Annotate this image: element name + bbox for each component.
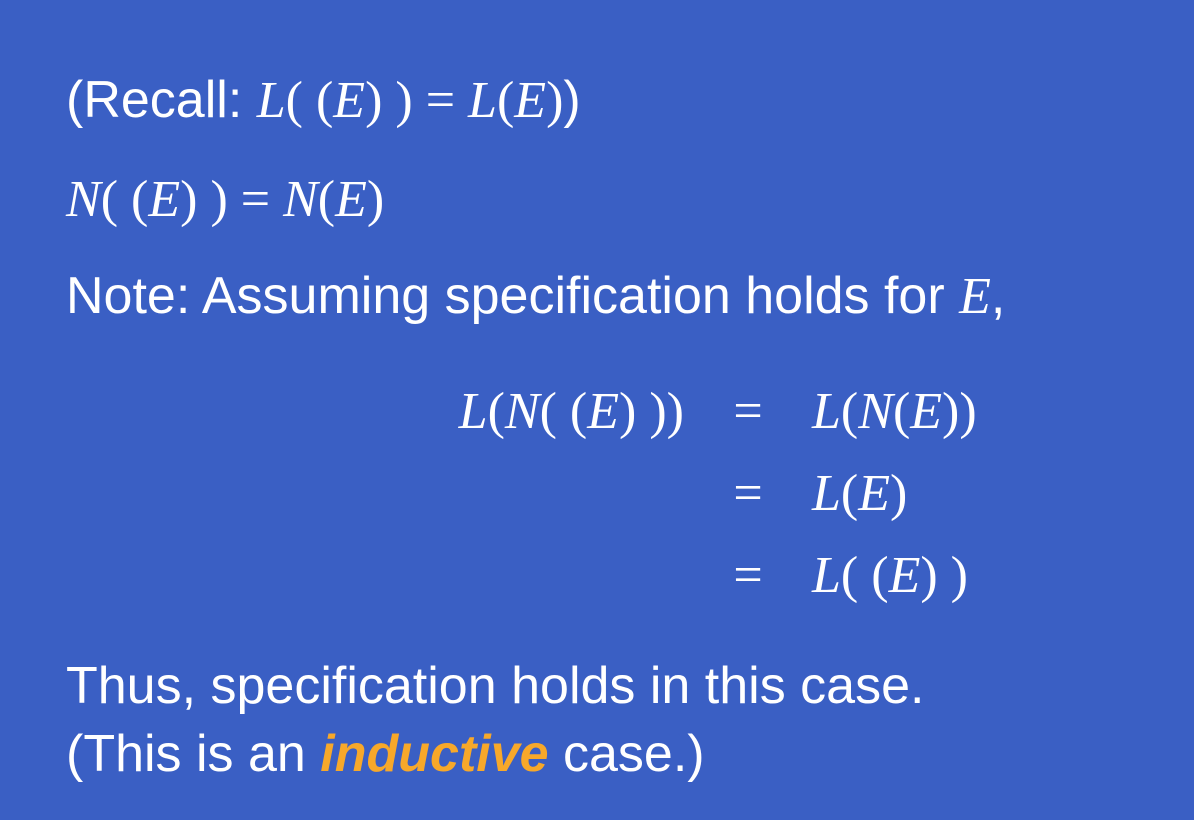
derivation-rel-3: =: [733, 547, 763, 604]
derivation-lhs: [459, 382, 684, 442]
derivation-rel-2: =: [733, 465, 763, 522]
derivation-rhs-3: [812, 546, 968, 606]
derivation-rhs-1: [812, 382, 977, 442]
derivation-rhs-1-math: L(N(E)): [812, 383, 977, 440]
derivation-lhs-math: L(N( (E) )): [458, 383, 684, 440]
recall-line: [66, 70, 581, 131]
derivation-rel-1: =: [733, 383, 763, 440]
note-math-var: E: [959, 268, 991, 325]
recall-prefix: (Recall:: [66, 71, 257, 129]
note-suffix: ,: [990, 267, 1006, 325]
conclusion-suffix: case.): [548, 725, 705, 783]
derivation-row-1: [0, 382, 1194, 442]
recall-suffix: ): [563, 71, 581, 129]
note-text: Note: Assuming specification holds for: [66, 267, 960, 325]
conclusion-line-1: [66, 656, 924, 716]
recall-math-text: L( (E) ) = L(E): [256, 72, 564, 129]
note-line: [66, 266, 1005, 327]
derivation-rhs-2: [812, 464, 907, 524]
inductive-highlight: inductive: [320, 725, 549, 783]
derivation-row-3: [0, 546, 1194, 606]
derivation-row-2: [0, 464, 1194, 524]
recall-math: [257, 72, 564, 129]
conclusion-prefix: (This is an: [66, 725, 321, 783]
derivation-rhs-3-math: L( (E) ): [812, 547, 968, 604]
conclusion-text-1: Thus, specification holds in this case.: [66, 657, 925, 715]
n-definition-line: [66, 170, 384, 230]
note-math: [959, 268, 991, 325]
conclusion-line-2: [66, 724, 705, 784]
derivation-rhs-2-math: L(E): [812, 465, 908, 522]
n-definition-math: N( (E) ) = N(E): [66, 171, 385, 228]
